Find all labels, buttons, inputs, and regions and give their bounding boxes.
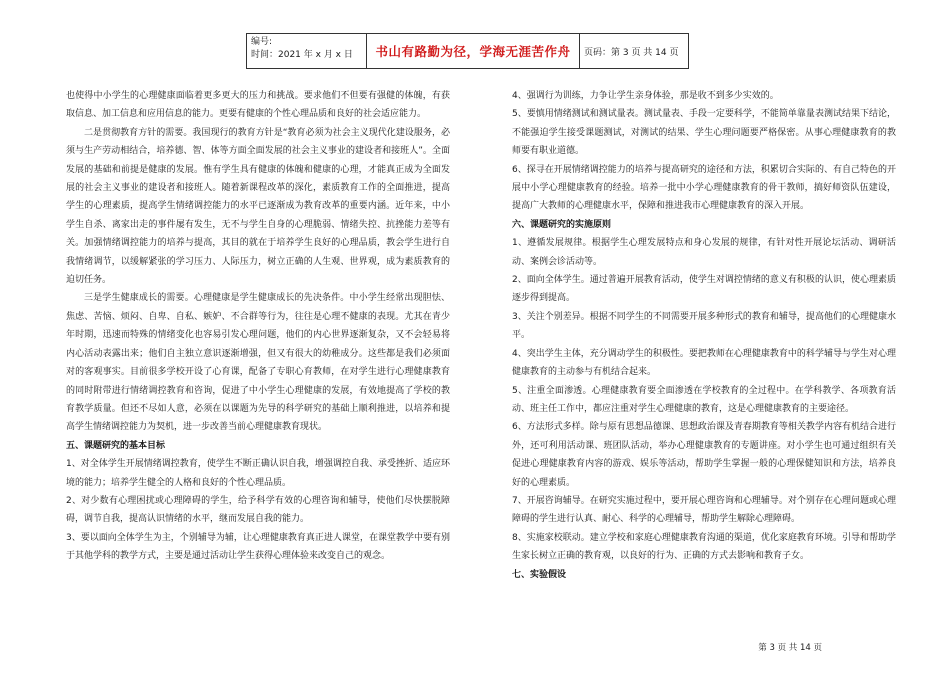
list-item: 1、遵循发展规律。根据学生心理发展特点和身心发展的规律，有针对性开展论坛活动、调研活动、案例会诊活动等。 (512, 238, 896, 267)
list-item: 6、方法形式多样。除与原有思想品德课、思想政治课及青春期教育等相关教学内容有机结合进行外，还可利用活动课、班团队活动，举办心理健康教育的专题讲座。对小学生也可通过组织有关促进心理健康教育内容的游戏、娱乐等活动，帮助学生掌握一般的心理保健知识和方法，培养良好的心理素质。 (512, 422, 896, 488)
list-item: 7、开展咨询辅导。在研究实施过程中，要开展心理咨询和心理辅导。对个别存在心理问题或心理障碍的学生进行认真、耐心、科学的心理辅导，帮助学生解除心理障碍。 (512, 495, 896, 525)
paragraph: 二是贯彻教育方针的需要。我国现行的教育方针是“教育必须为社会主义现代化建设服务，必须与生产劳动相结合，培养德、智、体等方面全面发展的社会主义事业的建设者和接班人”。全面发展的基础和前提是健康的发展。惟有学生具有健康的体魄和健康的心理，才能真正成为全面发展的社会主义事业的建设者和接班人。随着新课程改革的深化，素质教育工作的全面推进，提高学生的心理素质，提高学生情绪调控能力的水平已逐渐成为教育改革的重要内涵。近年来，中小学生自杀、离家出走的事件屡有发生，无不与学生自身的心理脆弱、情绪失控、抗挫能力差等有关。加强情绪调控能力的培养与提高，其目的就在于培养学生良好的心理品质，教会学生进行自我情绪调节，以缓解紧张的学习压力、人际压力，树立正确的人生观、世界观，成为素质教育的迫切任务。 (66, 127, 450, 286)
list-item: 5、注重全面渗透。心理健康教育要全面渗透在学校教育的全过程中。在学科教学、各项教育活动、班主任工作中，都应注重对学生心理健康的教育，这是心理健康教育的主要途径。 (512, 385, 896, 414)
list-item: 8、实施家校联动。建立学校和家庭心理健康教育沟通的渠道，优化家庭教育环境。引导和帮助学生家长树立正确的教育观，以良好的行为、正确的方式去影响和教育子女。 (512, 532, 896, 562)
list-item: 3、关注个别差异。根据不同学生的不同需要开展多种形式的教育和辅导，提高他们的心理健康水平。 (512, 311, 896, 341)
paragraph: 三是学生健康成长的需要。心理健康是学生健康成长的先决条件。中小学生经常出现胆怯、焦虑、苦恼、烦闷、自卑、自私、嫉妒、不合群等行为，往往是心理不健康的表现。尤其在青少年时期，迅速而特殊的情绪变化也容易引发心理问题，他们的内心世界逐渐复杂，又不会轻易将内心活动表露出来；他们自主独立意识逐渐增强，但又有很大的幼稚成分。这些都是我们必须面对的客观事实。目前很多学校开设了心育课，配备了专职心育教师，在对学生进行心理健康教育的同时附带进行情绪调控教育和咨询，促进了中小学生心理健康的发展，有效地提高了学校的教育教学质量。但还不尽如人意，必须在以课题为先导的科学研究的基础上顺利推进，以培养和提高学生情绪调控能力为契机，进一步改善当前心理健康教育现状。 (66, 293, 450, 433)
list-item: 3、要以面向全体学生为主，个别辅导为辅，让心理健康教育真正进人课堂，在课堂教学中要有别于其他学科的教学方式，主要是通过活动让学生获得心理体验来改变自己的观念。 (66, 532, 450, 562)
list-item: 2、面向全体学生。通过普遍开展教育活动，使学生对调控情绪的意义有积极的认识，使心理素质逐步得到提高。 (512, 275, 896, 304)
page-header (246, 33, 689, 69)
list-item: 2、对少数有心理困扰或心理障碍的学生，给予科学有效的心理咨询和辅导，使他们尽快摆脱障碍，调节自我，提高认识情绪的水平，继而发展自我的能力。 (66, 495, 450, 525)
paragraph: 也使得中小学生的心理健康面临着更多更大的压力和挑战。要求他们不但要有强健的体魄，有获取信息、加工信息和应用信息的能力。更要有健康的个性心理品质和良好的社会适应能力。 (66, 91, 450, 120)
list-item: 4、突出学生主体，充分调动学生的积极性。要把教师在心理健康教育中的科学辅导与学生对心理健康教育的主动参与有机结合起来。 (512, 348, 896, 378)
list-item: 4、强调行为训练，力争让学生亲身体验，那是收不到多少实效的。 (512, 91, 779, 101)
header-meta (247, 34, 367, 68)
header-page-number: 页码：第 3 页 共 14 页 (584, 47, 679, 58)
list-item: 6、探寻在开展情绪调控能力的培养与提高研究的途径和方法，积累切合实际的、有自己特色的开展中小学心理健康教育的经验。培养一批中小学心理健康教育的骨干教师，搞好师资队伍建设，提高广大教师的心理健康水平，保障和推进我市心理健康教育的深入开展。 (512, 164, 896, 212)
footer-page-number: 第 3 页 共 14 页 (758, 643, 822, 653)
header-slogan: 书山有路勤为径，学海无涯苦作舟 (367, 34, 580, 68)
list-item: 1、对全体学生开展情绪调控教育，使学生不断正确认识自我，增强调控自我、承受挫折、适应环境的能力；培养学生健全的人格和良好的个性心理品质。 (66, 459, 450, 488)
section-heading: 六、课题研究的实施原则 (512, 219, 612, 230)
doc-number: 编号: (251, 37, 273, 47)
doc-time: 时间：2021 年 x 月 x 日 (251, 50, 353, 60)
left-column (66, 87, 450, 566)
right-column (512, 87, 896, 584)
list-item: 5、要慎用情绪测试和测试量表。测试量表、手段一定要科学，不能简单靠量表测试结果下结论，不能强迫学生接受课题测试，对测试的结果、学生心理问题要严格保密。从事心理健康教育的教师要有职业道德。 (512, 109, 896, 157)
section-heading: 五、课题研究的基本目标 (66, 440, 166, 451)
section-heading: 七、实验假设 (512, 569, 567, 580)
